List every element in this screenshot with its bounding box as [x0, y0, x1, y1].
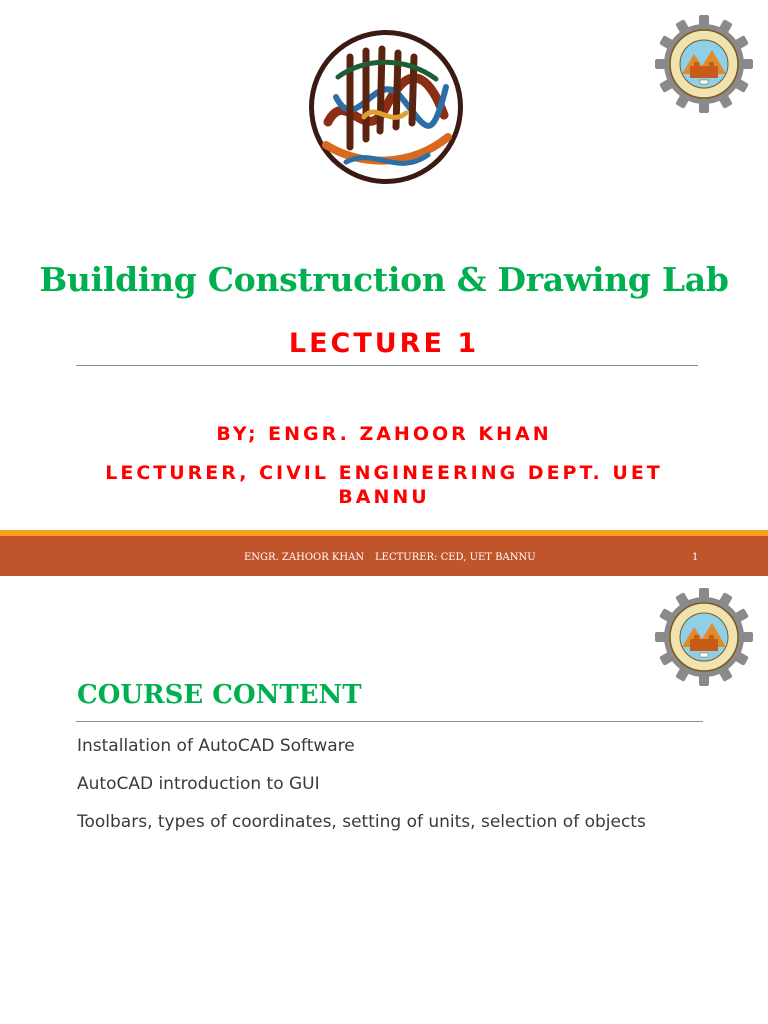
list-item: Toolbars, types of coordinates, setting of units, selection of objects — [77, 812, 646, 832]
lecture-number: LECTURE 1 — [288, 328, 480, 359]
bismillah-calligraphy-icon — [306, 27, 466, 187]
divider — [76, 365, 698, 366]
slide-footer — [0, 536, 768, 576]
footer-author: ENGR. ZAHOOR KHAN — [244, 552, 365, 563]
university-gear-logo-icon — [654, 14, 754, 114]
list-item: AutoCAD introduction to GUI — [77, 774, 320, 794]
list-item: Installation of AutoCAD Software — [77, 736, 355, 756]
author-byline: BY; ENGR. ZAHOOR KHAN — [216, 423, 552, 445]
author-role: LECTURER, CIVIL ENGINEERING DEPT. UET BANNU — [105, 462, 663, 508]
divider — [76, 721, 703, 722]
course-content-list — [77, 734, 646, 848]
footer-department: LECTURER: CED, UET BANNU — [375, 552, 536, 563]
university-gear-logo-icon — [654, 587, 754, 687]
slide-2 — [0, 576, 768, 1024]
course-content-heading: COURSE CONTENT — [77, 680, 362, 710]
slide-number: 1 — [692, 552, 699, 563]
page-title: Building Construction & Drawing Lab — [39, 260, 729, 299]
